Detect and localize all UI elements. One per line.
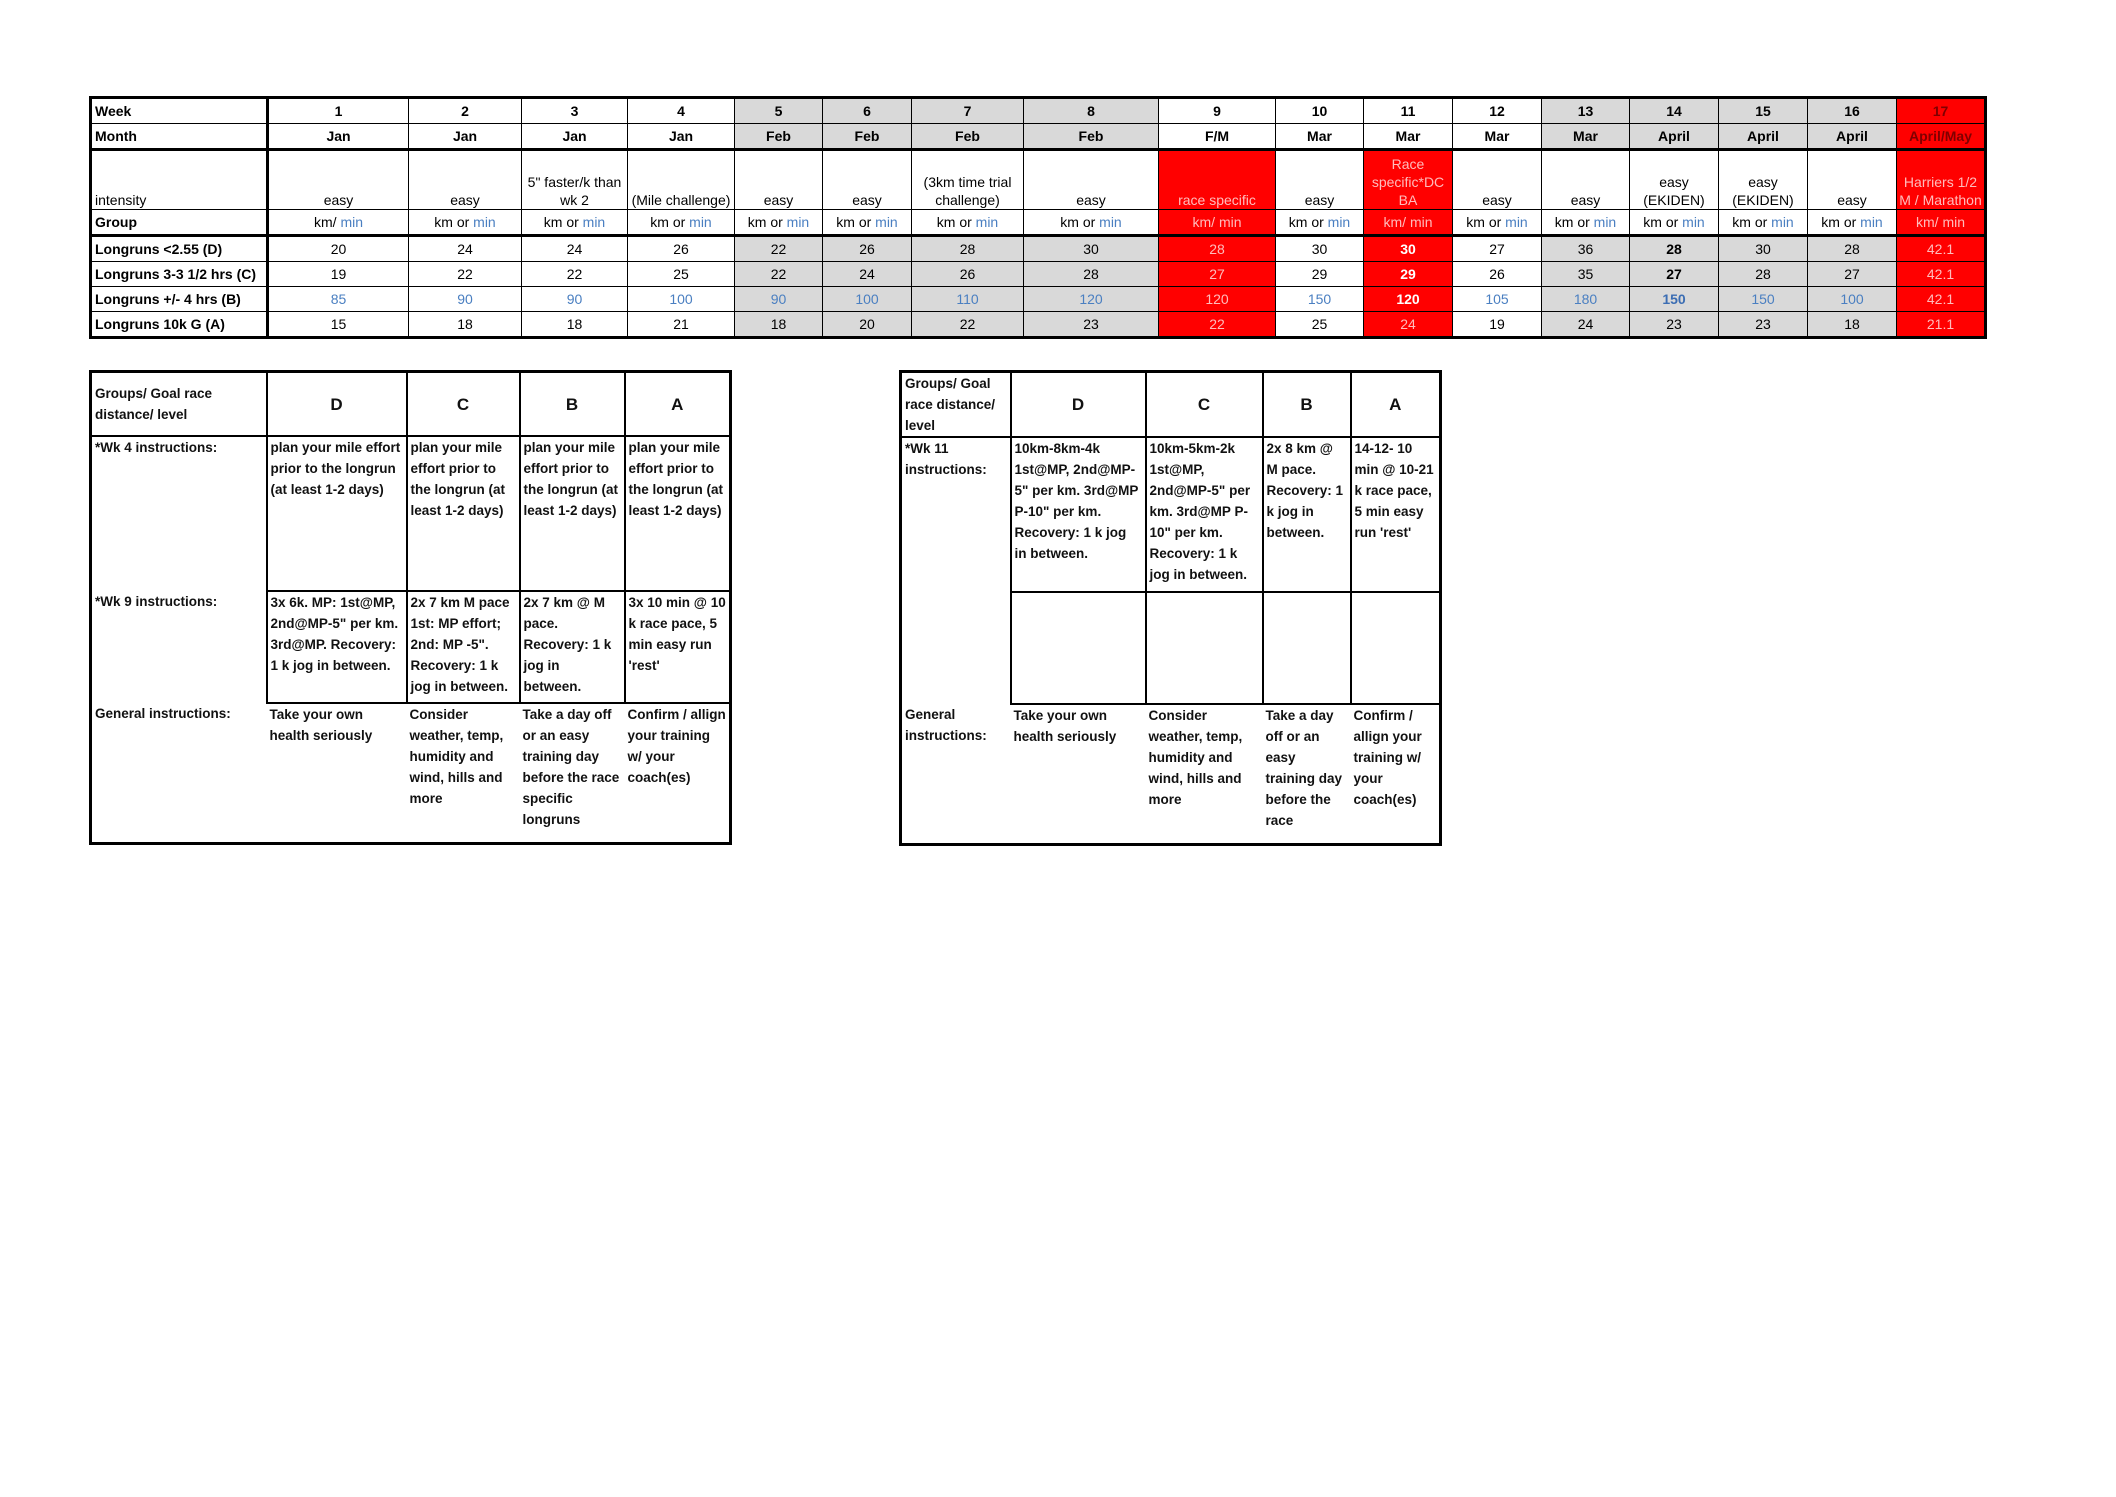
week-cell-week-11: 11 [1364,98,1453,124]
group-letter: B [1263,372,1351,438]
month-cell-week-13: Mar [1542,124,1630,150]
unit-km-label: km or [936,214,972,230]
unit-min-label: min [1218,214,1242,230]
a-cell-week-6: 20 [823,312,912,338]
b-cell-week-8: 120 [1024,287,1159,312]
general-cell: Confirm / allign your training w/ your coach(es) [627,707,726,785]
week-cell-week-13: 13 [1542,98,1630,124]
c-cell-week-3: 22 [522,262,628,287]
intensity-cell-week-7: (3km time trial challenge) [912,150,1024,210]
d-cell-week-6: 26 [823,236,912,262]
d-cell-week-12: 27 [1453,236,1542,262]
c-cell-week-5: 22 [735,262,823,287]
week-cell-week-16: 16 [1808,98,1897,124]
wk9-cell: 3x 10 min @ 10 k race pace, 5 min easy run 'rest' [625,591,731,703]
intensity-cell-week-1: easy [268,150,409,210]
month-cell-week-8: Feb [1024,124,1159,150]
empty-row [901,592,1441,704]
a-cell-week-3: 18 [522,312,628,338]
unit-km-label: km/ [1383,214,1407,230]
d-cell-week-3: 24 [522,236,628,262]
unit-min-label: min [1409,214,1433,230]
wk11-cell: 14-12- 10 min @ 10-21 k race pace, 5 min easy run 'rest' [1351,437,1441,592]
c-cell-week-4: 25 [628,262,735,287]
general-row [901,704,1441,844]
intensity-row [91,150,1986,210]
group-letter: D [1011,372,1146,438]
month-cell-week-12: Mar [1453,124,1542,150]
a-cell-week-2: 18 [409,312,522,338]
c-cell-week-15: 28 [1719,262,1808,287]
unit-km-label: km or [1466,214,1502,230]
wk4-row [91,436,731,591]
empty-cell [1351,592,1441,704]
unit-min-label: min [1682,214,1705,230]
unit-cell-week-2 [409,210,522,236]
unit-km-label: km or [1643,214,1679,230]
row-label-intensity: intensity [91,150,268,210]
general-cell: Consider weather, temp, humidity and wind, hills and more [1148,708,1243,807]
c-cell-week-10: 29 [1276,262,1364,287]
intensity-cell-week-11: Race specific*DC BA [1364,150,1453,210]
a-cell-week-1: 15 [268,312,409,338]
intensity-cell-week-13: easy [1542,150,1630,210]
c-cell-week-1: 19 [268,262,409,287]
week-cell-week-14: 14 [1630,98,1719,124]
unit-km-label: km/ [1192,214,1216,230]
c-cell-week-12: 26 [1453,262,1542,287]
unit-km-label: km or [1060,214,1096,230]
wk11-row [901,437,1441,592]
unit-km-label: km or [650,214,686,230]
longrun-d-row [91,236,1986,262]
d-cell-week-4: 26 [628,236,735,262]
unit-min-label: min [1942,214,1965,230]
month-cell-week-2: Jan [409,124,522,150]
b-cell-week-14: 150 [1630,287,1719,312]
a-cell-week-14: 23 [1630,312,1719,338]
intensity-cell-week-2: easy [409,150,522,210]
wk9-cell: 2x 7 km @ M pace. Recovery: 1 k jog in between. [520,591,625,703]
week-cell-week-1: 1 [268,98,409,124]
d-cell-week-15: 30 [1719,236,1808,262]
general-cell: Take a day off or an easy training day before the race [1265,708,1343,828]
group-letter: D [267,372,407,437]
b-cell-week-16: 100 [1808,287,1897,312]
b-cell-week-5: 90 [735,287,823,312]
intensity-cell-week-16: easy [1808,150,1897,210]
group-header-row [901,372,1441,438]
unit-km-label: km or [434,214,470,230]
wk9-row [91,591,731,703]
a-cell-week-4: 21 [628,312,735,338]
empty-cell [1263,592,1351,704]
unit-cell-week-15 [1719,210,1808,236]
intensity-cell-week-17: Harriers 1/2 M / Marathon [1897,150,1986,210]
instructions-table-wk4-wk9 [89,370,732,845]
groups-header-label: Groups/ Goal race distance/ level [901,372,1011,438]
b-cell-week-12: 105 [1453,287,1542,312]
intensity-cell-week-14: easy (EKIDEN) [1630,150,1719,210]
d-cell-week-1: 20 [268,236,409,262]
wk4-cell: plan your mile effort prior to the longrun (at least 1-2 days) [520,436,625,591]
wk4-cell: plan your mile effort prior to the longrun (at least 1-2 days) [267,436,407,591]
month-cell-week-7: Feb [912,124,1024,150]
b-cell-week-17: 42.1 [1897,287,1986,312]
b-cell-week-1: 85 [268,287,409,312]
longrun-c-row [91,262,1986,287]
week-cell-week-6: 6 [823,98,912,124]
intensity-cell-week-3: 5" faster/k than wk 2 [522,150,628,210]
d-cell-week-17: 42.1 [1897,236,1986,262]
d-cell-week-7: 28 [912,236,1024,262]
wk11-cell: 2x 8 km @ M pace. Recovery: 1 k jog in between. [1263,437,1351,592]
general-row [91,703,731,843]
unit-cell-week-3 [522,210,628,236]
group-unit-row [91,210,1986,236]
unit-min-label: min [1327,214,1351,230]
week-cell-week-8: 8 [1024,98,1159,124]
wk4-cell: plan your mile effort prior to the longrun (at least 1-2 days) [625,436,731,591]
c-cell-week-16: 27 [1808,262,1897,287]
empty-cell [1011,592,1146,704]
d-cell-week-5: 22 [735,236,823,262]
row-label-month: Month [91,124,268,150]
unit-km-label: km or [836,214,872,230]
group-letter: C [1146,372,1263,438]
intensity-cell-week-10: easy [1276,150,1364,210]
month-cell-week-3: Jan [522,124,628,150]
unit-min-label: min [1771,214,1794,230]
wk4-cell: plan your mile effort prior to the longrun (at least 1-2 days) [407,436,520,591]
intensity-cell-week-5: easy [735,150,823,210]
month-cell-week-5: Feb [735,124,823,150]
wk11-label: *Wk 11 instructions: [905,441,987,477]
c-cell-week-7: 26 [912,262,1024,287]
b-cell-week-13: 180 [1542,287,1630,312]
unit-min-label: min [1860,214,1883,230]
intensity-cell-week-8: easy [1024,150,1159,210]
a-cell-week-16: 18 [1808,312,1897,338]
unit-km-label: km/ [313,214,337,230]
month-cell-week-16: April [1808,124,1897,150]
row-label-group: Group [91,210,268,236]
b-cell-week-10: 150 [1276,287,1364,312]
unit-min-label: min [582,214,606,230]
a-cell-week-9: 22 [1159,312,1276,338]
d-cell-week-10: 30 [1276,236,1364,262]
month-cell-week-6: Feb [823,124,912,150]
group-letter: A [1351,372,1441,438]
d-cell-week-9: 28 [1159,236,1276,262]
general-cell: Take a day off or an easy training day before the race specific longruns [522,707,620,827]
c-cell-week-6: 24 [823,262,912,287]
week-cell-week-17: 17 [1897,98,1986,124]
unit-min-label: min [1593,214,1617,230]
month-cell-week-14: April [1630,124,1719,150]
row-label-b: Longruns +/- 4 hrs (B) [91,287,268,312]
unit-min-label: min [875,214,898,230]
d-cell-week-11: 30 [1364,236,1453,262]
unit-cell-week-9 [1159,210,1276,236]
b-cell-week-9: 120 [1159,287,1276,312]
d-cell-week-13: 36 [1542,236,1630,262]
unit-km-label: km or [543,214,579,230]
month-cell-week-10: Mar [1276,124,1364,150]
row-label-c: Longruns 3-3 1/2 hrs (C) [91,262,268,287]
month-row [91,124,1986,150]
general-cell: Confirm / allign your training w/ your coach(es) [1353,708,1422,807]
unit-min-label: min [786,214,810,230]
a-cell-week-10: 25 [1276,312,1364,338]
unit-cell-week-1 [268,210,409,236]
unit-cell-week-16 [1808,210,1897,236]
wk4-label: *Wk 4 instructions: [95,440,218,455]
week-cell-week-2: 2 [409,98,522,124]
unit-min-label: min [689,214,712,230]
unit-km-label: km or [1288,214,1324,230]
unit-cell-week-10 [1276,210,1364,236]
a-cell-week-7: 22 [912,312,1024,338]
month-cell-week-17: April/May [1897,124,1986,150]
week-cell-week-9: 9 [1159,98,1276,124]
week-cell-week-10: 10 [1276,98,1364,124]
unit-min-label: min [340,214,363,230]
empty-cell [1146,592,1263,704]
week-cell-week-12: 12 [1453,98,1542,124]
general-cell: Take your own health seriously [1013,708,1117,744]
row-label-a: Longruns 10k G (A) [91,312,268,338]
instructions-table-wk11 [899,370,1442,846]
d-cell-week-8: 30 [1024,236,1159,262]
month-cell-week-4: Jan [628,124,735,150]
unit-km-label: km or [1732,214,1768,230]
intensity-cell-week-15: easy (EKIDEN) [1719,150,1808,210]
month-cell-week-15: April [1719,124,1808,150]
unit-cell-week-4 [628,210,735,236]
b-cell-week-11: 120 [1364,287,1453,312]
a-cell-week-5: 18 [735,312,823,338]
month-cell-week-1: Jan [268,124,409,150]
row-label-d: Longruns <2.55 (D) [91,236,268,262]
a-cell-week-15: 23 [1719,312,1808,338]
unit-cell-week-5 [735,210,823,236]
week-row [91,98,1986,124]
unit-cell-week-8 [1024,210,1159,236]
groups-header-label: Groups/ Goal race distance/ level [91,372,267,437]
c-cell-week-11: 29 [1364,262,1453,287]
d-cell-week-14: 28 [1630,236,1719,262]
unit-cell-week-11 [1364,210,1453,236]
b-cell-week-4: 100 [628,287,735,312]
a-cell-week-8: 23 [1024,312,1159,338]
week-cell-week-3: 3 [522,98,628,124]
b-cell-week-7: 110 [912,287,1024,312]
unit-km-label: km or [747,214,783,230]
intensity-cell-week-9: race specific [1159,150,1276,210]
group-letter: B [520,372,625,437]
wk9-cell: 3x 6k. MP: 1st@MP, 2nd@MP-5" per km. 3rd@MP. Recovery: 1 k jog in between. [267,591,407,703]
a-cell-week-11: 24 [1364,312,1453,338]
week-cell-week-4: 4 [628,98,735,124]
month-cell-week-11: Mar [1364,124,1453,150]
c-cell-week-2: 22 [409,262,522,287]
unit-km-label: km or [1821,214,1857,230]
week-cell-week-5: 5 [735,98,823,124]
row-label-week: Week [91,98,268,124]
unit-min-label: min [1505,214,1528,230]
c-cell-week-14: 27 [1630,262,1719,287]
general-cell: Take your own health seriously [269,707,373,743]
group-letter: C [407,372,520,437]
intensity-cell-week-4: (Mile challenge) [628,150,735,210]
unit-km-label: km/ [1915,214,1939,230]
c-cell-week-9: 27 [1159,262,1276,287]
week-cell-week-15: 15 [1719,98,1808,124]
unit-km-label: km or [1554,214,1590,230]
intensity-cell-week-12: easy [1453,150,1542,210]
b-cell-week-6: 100 [823,287,912,312]
general-label: General instructions: [95,706,231,721]
unit-min-label: min [473,214,496,230]
group-letter: A [625,372,731,437]
c-cell-week-17: 42.1 [1897,262,1986,287]
empty-label [901,592,1011,704]
c-cell-week-13: 35 [1542,262,1630,287]
unit-cell-week-12 [1453,210,1542,236]
general-label: General instructions: [905,707,987,743]
unit-cell-week-17 [1897,210,1986,236]
c-cell-week-8: 28 [1024,262,1159,287]
unit-cell-week-13 [1542,210,1630,236]
unit-cell-week-6 [823,210,912,236]
group-header-row [91,372,731,437]
training-schedule-table [89,96,1987,339]
longrun-a-row [91,312,1986,338]
a-cell-week-13: 24 [1542,312,1630,338]
d-cell-week-16: 28 [1808,236,1897,262]
intensity-cell-week-6: easy [823,150,912,210]
wk11-cell: 10km-8km-4k 1st@MP, 2nd@MP-5" per km. 3rd@MP P-10" per km. Recovery: 1 k jog in between. [1011,437,1146,592]
b-cell-week-2: 90 [409,287,522,312]
b-cell-week-3: 90 [522,287,628,312]
unit-cell-week-7 [912,210,1024,236]
longrun-b-row [91,287,1986,312]
wk11-cell: 10km-5km-2k 1st@MP, 2nd@MP-5" per km. 3rd@MP P-10" per km. Recovery: 1 k jog in between. [1146,437,1263,592]
unit-min-label: min [975,214,999,230]
b-cell-week-15: 150 [1719,287,1808,312]
d-cell-week-2: 24 [409,236,522,262]
wk9-label: *Wk 9 instructions: [95,594,218,609]
unit-cell-week-14 [1630,210,1719,236]
month-cell-week-9: F/M [1159,124,1276,150]
a-cell-week-17: 21.1 [1897,312,1986,338]
week-cell-week-7: 7 [912,98,1024,124]
wk9-cell: 2x 7 km M pace 1st: MP effort; 2nd: MP -5". Recovery: 1 k jog in between. [407,591,520,703]
unit-min-label: min [1099,214,1122,230]
a-cell-week-12: 19 [1453,312,1542,338]
general-cell: Consider weather, temp, humidity and wind, hills and more [409,707,504,806]
